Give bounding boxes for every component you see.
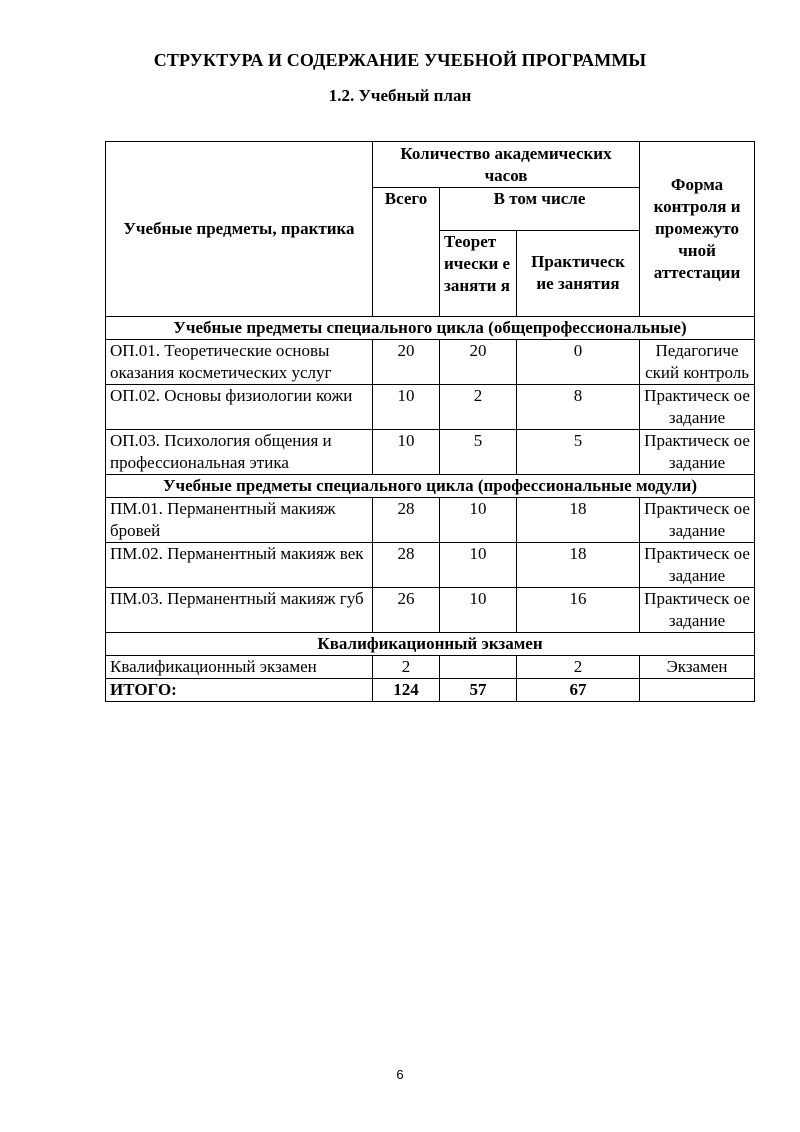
theory-cell bbox=[440, 656, 517, 679]
subject-cell: ПМ.02. Перманентный макияж век bbox=[106, 543, 373, 588]
control-cell: Практическ ое задание bbox=[640, 588, 755, 633]
control-cell: Педагогиче ский контроль bbox=[640, 340, 755, 385]
theory-cell: 10 bbox=[440, 498, 517, 543]
practice-cell: 5 bbox=[517, 430, 640, 475]
section-row bbox=[106, 633, 755, 656]
table-row bbox=[106, 340, 755, 385]
total-cell: 10 bbox=[373, 385, 440, 430]
practice-cell: 16 bbox=[517, 588, 640, 633]
theory-cell: 10 bbox=[440, 588, 517, 633]
header-theory: Теорет ически е заняти я bbox=[440, 231, 517, 317]
control-cell: Практическ ое задание bbox=[640, 430, 755, 475]
header-subjects: Учебные предметы, практика bbox=[106, 142, 373, 317]
header-control: Форма контроля и промежуто чной аттестации bbox=[640, 142, 755, 317]
header-hours: Количество академических часов bbox=[373, 142, 640, 188]
control-cell: Практическ ое задание bbox=[640, 385, 755, 430]
header-total: Всего bbox=[373, 188, 440, 317]
section-title: Учебные предметы специального цикла (профессиональные модули) bbox=[106, 475, 755, 498]
table-row bbox=[106, 430, 755, 475]
subject-cell: Квалификационный экзамен bbox=[106, 656, 373, 679]
subject-cell: ОП.01. Теоретические основы оказания косметических услуг bbox=[106, 340, 373, 385]
table-row bbox=[106, 498, 755, 543]
header-practice: Практическ ие занятия bbox=[517, 231, 640, 317]
practice-cell: 18 bbox=[517, 498, 640, 543]
total-label: ИТОГО: bbox=[106, 679, 373, 702]
page-number: 6 bbox=[396, 1067, 404, 1082]
table-row bbox=[106, 588, 755, 633]
total-cell: 124 bbox=[373, 679, 440, 702]
control-cell: Практическ ое задание bbox=[640, 498, 755, 543]
section-title: Квалификационный экзамен bbox=[106, 633, 755, 656]
control-cell: Практическ ое задание bbox=[640, 543, 755, 588]
table-row bbox=[106, 543, 755, 588]
section-row bbox=[106, 317, 755, 340]
control-cell: Экзамен bbox=[640, 656, 755, 679]
theory-cell: 20 bbox=[440, 340, 517, 385]
curriculum-table bbox=[105, 141, 755, 702]
practice-cell: 0 bbox=[517, 340, 640, 385]
table-row bbox=[106, 385, 755, 430]
practice-cell: 67 bbox=[517, 679, 640, 702]
theory-cell: 10 bbox=[440, 543, 517, 588]
total-cell: 28 bbox=[373, 498, 440, 543]
subject-cell: ОП.02. Основы физиологии кожи bbox=[106, 385, 373, 430]
total-cell: 10 bbox=[373, 430, 440, 475]
section-row bbox=[106, 475, 755, 498]
practice-cell: 18 bbox=[517, 543, 640, 588]
practice-cell: 2 bbox=[517, 656, 640, 679]
total-cell: 28 bbox=[373, 543, 440, 588]
total-row bbox=[106, 679, 755, 702]
section-subtitle: 1.2. Учебный план bbox=[328, 86, 472, 105]
document-title: СТРУКТУРА И СОДЕРЖАНИЕ УЧЕБНОЙ ПРОГРАММЫ bbox=[153, 50, 647, 70]
total-cell: 26 bbox=[373, 588, 440, 633]
header-row bbox=[106, 142, 755, 188]
total-cell: 2 bbox=[373, 656, 440, 679]
table-row bbox=[106, 656, 755, 679]
subject-cell: ПМ.03. Перманентный макияж губ bbox=[106, 588, 373, 633]
theory-cell: 57 bbox=[440, 679, 517, 702]
subject-cell: ПМ.01. Перманентный макияж бровей bbox=[106, 498, 373, 543]
theory-cell: 2 bbox=[440, 385, 517, 430]
section-title: Учебные предметы специального цикла (общепрофессиональные) bbox=[106, 317, 755, 340]
control-cell bbox=[640, 679, 755, 702]
subject-cell: ОП.03. Психология общения и профессиональная этика bbox=[106, 430, 373, 475]
theory-cell: 5 bbox=[440, 430, 517, 475]
total-cell: 20 bbox=[373, 340, 440, 385]
practice-cell: 8 bbox=[517, 385, 640, 430]
header-including: В том числе bbox=[440, 188, 640, 231]
